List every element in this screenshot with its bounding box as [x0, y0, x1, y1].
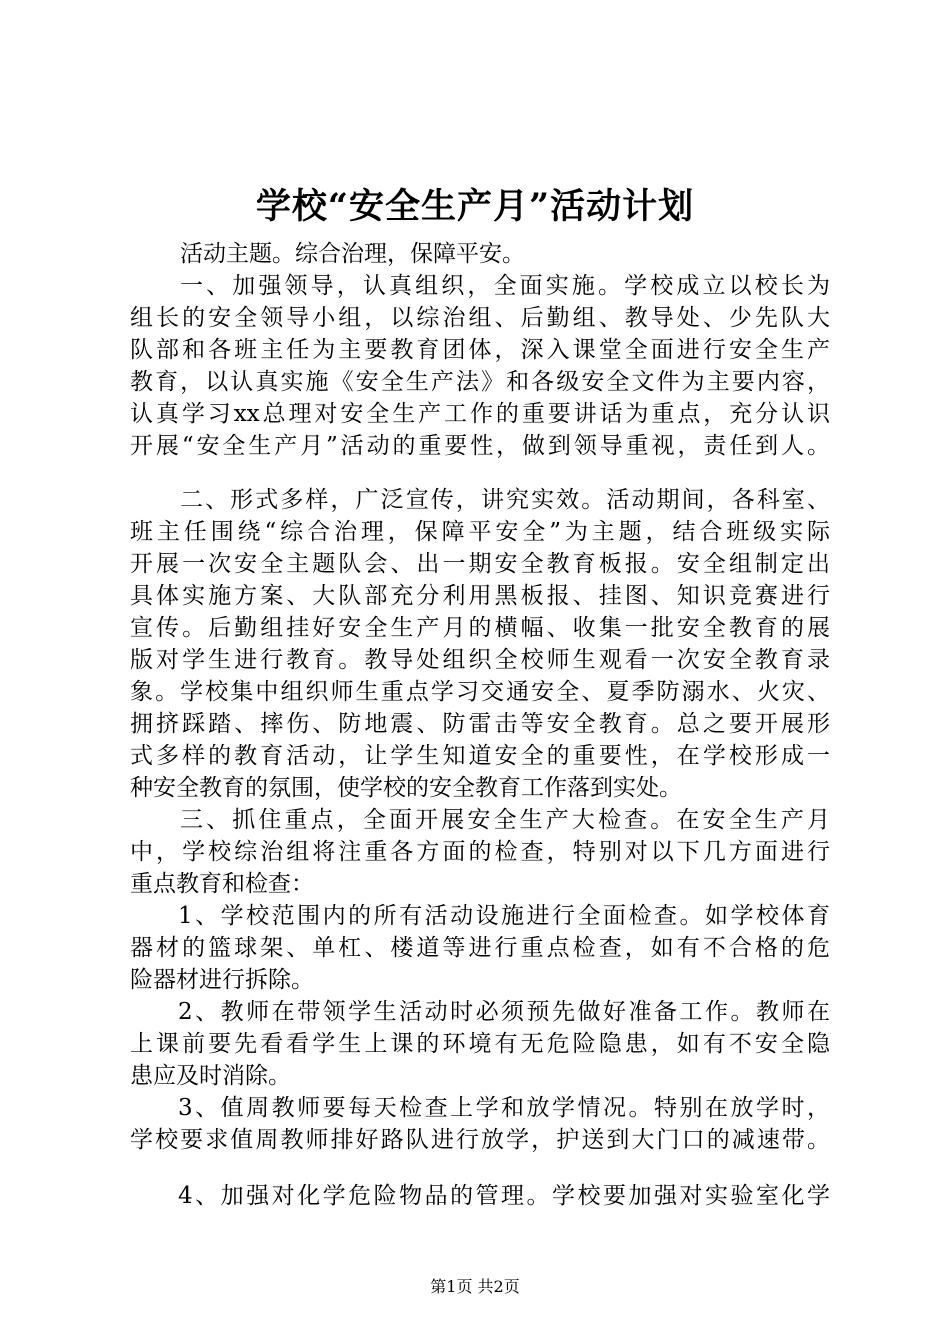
- page-number-footer: 第1页 共2页: [430, 1277, 520, 1296]
- paragraph-line: 三、抓住重点，全面开展安全生产大检查。在安全生产月: [180, 807, 830, 833]
- paragraph-line: 2、教师在带领学生活动时必须预先做好准备工作。教师在: [178, 999, 830, 1025]
- paragraph-line: 种安全教育的氛围，使学校的安全教育工作落到实处。: [130, 775, 682, 801]
- paragraph-line: 重点教育和检查：: [130, 871, 314, 897]
- paragraph-line: 开展一次安全主题队会、出一期安全教育板报。安全组制定出: [130, 551, 830, 577]
- paragraph-line: 认真学习xx总理对安全生产工作的重要讲话为重点，充分认识: [130, 401, 830, 427]
- paragraph-line: 开展“安全生产月”活动的重要性，做到领导重视，责任到人。: [130, 433, 830, 459]
- paragraph-line: 队部和各班主任为主要教育团体，深入课堂全面进行安全生产: [130, 337, 830, 363]
- paragraph-line: 版对学生进行教育。教导处组织全校师生观看一次安全教育录: [130, 647, 830, 673]
- document-title: 学校“安全生产月”活动计划: [255, 186, 695, 227]
- paragraph-line: 1、学校范围内的所有活动设施进行全面检查。如学校体育: [178, 903, 830, 929]
- paragraph-line: 活动主题。综合治理，保障平安。: [180, 241, 525, 267]
- paragraph-line: 组长的安全领导小组，以综治组、后勤组、教导处、少先队大: [130, 305, 830, 331]
- paragraph-line: 一、加强领导，认真组织，全面实施。学校成立以校长为: [180, 273, 830, 299]
- paragraph-line: 4、加强对化学危险物品的管理。学校要加强对实验室化学: [178, 1183, 830, 1209]
- paragraph-line: 式多样的教育活动，让学生知道安全的重要性，在学校形成一: [130, 743, 830, 769]
- paragraph-line: 学校要求值周教师排好路队进行放学，护送到大门口的减速带。: [130, 1127, 830, 1153]
- paragraph-line: 3、值周教师要每天检查上学和放学情况。特别在放学时，: [178, 1095, 830, 1121]
- paragraph-line: 象。学校集中组织师生重点学习交通安全、夏季防溺水、火灾、: [130, 679, 830, 705]
- paragraph-line: 上课前要先看看学生上课的环境有无危险隐患，如有不安全隐: [130, 1031, 830, 1057]
- paragraph-line: 患应及时消除。: [130, 1063, 291, 1089]
- paragraph-line: 班主任围绕“综合治理，保障平安全”为主题，结合班级实际: [130, 519, 830, 545]
- paragraph-line: 宣传。后勤组挂好安全生产月的横幅、收集一批安全教育的展: [130, 615, 830, 641]
- paragraph-line: 险器材进行拆除。: [130, 967, 314, 993]
- paragraph-line: 具体实施方案、大队部充分利用黑板报、挂图、知识竞赛进行: [130, 583, 830, 609]
- paragraph-line: 二、形式多样，广泛宣传，讲究实效。活动期间，各科室、: [180, 487, 830, 513]
- paragraph-line: 拥挤踩踏、摔伤、防地震、防雷击等安全教育。总之要开展形: [130, 711, 830, 737]
- paragraph-line: 器材的篮球架、单杠、楼道等进行重点检查，如有不合格的危: [130, 935, 830, 961]
- paragraph-line: 教育，以认真实施《安全生产法》和各级安全文件为主要内容，: [130, 369, 830, 395]
- paragraph-line: 中，学校综治组将注重各方面的检查，特别对以下几方面进行: [130, 839, 830, 865]
